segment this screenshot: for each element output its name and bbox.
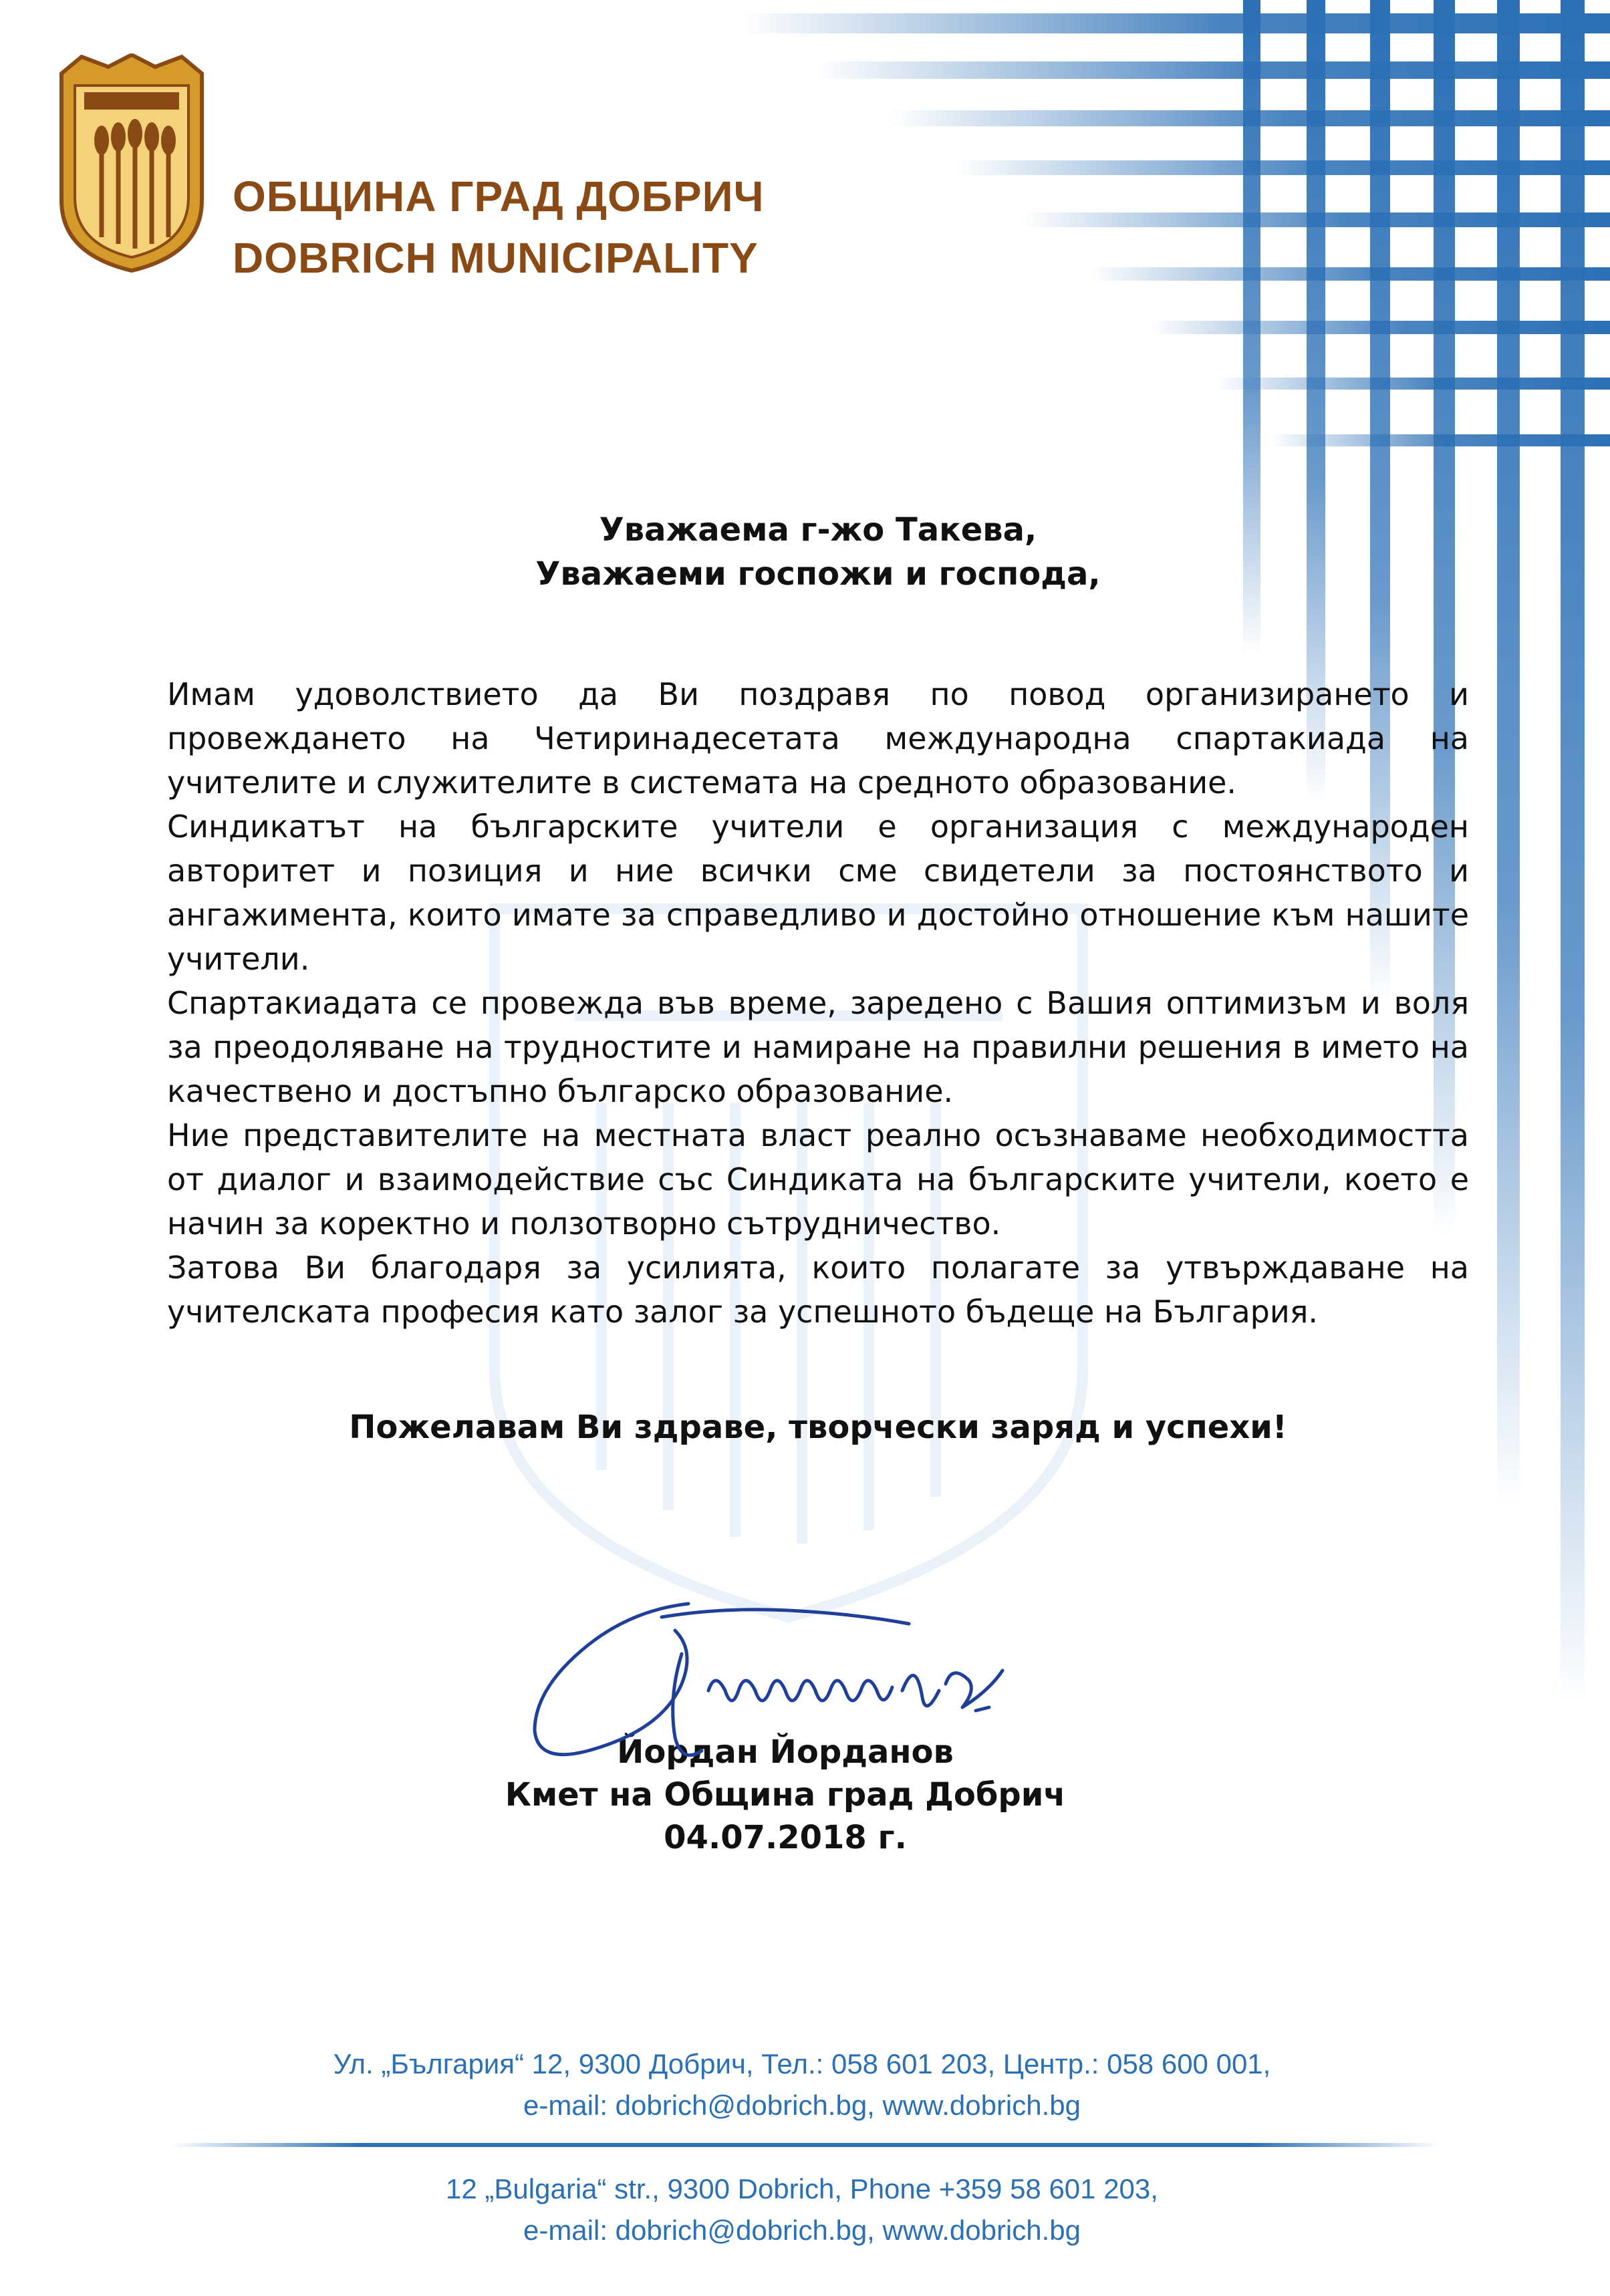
body-paragraph-3: Спартакиадата се провежда във време, заредено с Вашия оптимизъм и воля за преодоляване на трудностите и намиране на правилни решения в името на качествено и достъпно българско образование. [167,985,1469,1109]
body-paragraph-4: Ние представителите на местната власт реално осъзнаваме необходимостта от диалог и взаимодействие със Синдиката на българските учители, което е начин за коректно и ползотворно сътрудничество. [167,1117,1469,1242]
body-paragraph-5: Затова Ви благодаря за усилията, които полагате за утвърждаване на учителската професия като залог за успешното бъдеще на България. [167,1250,1469,1330]
body-paragraph-2: Синдикатът на българските учители е организация с международен авторитет и позиция и ние всички сме свидетели за постоянството и ангажимента, които имате за справедливо и достойно отношение към нашите учители. [167,809,1469,977]
letter-body [167,672,1469,1334]
salutation-line-2: Уважаеми госпожи и господа, [535,555,1101,593]
footer-email-bg: e-mail: dobrich@dobrich.bg, www.dobrich.bg [523,2090,1081,2121]
body-paragraph-1: Имам удоволствието да Ви поздравя по повод организирането и провеждането на Четиринадесетата международна спартакиада на учителите и служителите в системата на средното образование. [167,676,1469,801]
footer-contacts-bg [100,2043,1504,2126]
salutation-line-1: Уважаема г-жо Такева, [599,511,1037,549]
signatory-name: Йордан Йорданов [617,1733,954,1771]
organization-name-en: DOBRICH MUNICIPALITY [233,234,759,282]
handwritten-signature [508,1590,1076,1784]
footer-email-en: e-mail: dobrich@dobrich.bg, www.dobrich.bg [523,2214,1081,2246]
footer-address-bg: Ул. „България“ 12, 9300 Добрич, Тел.: 058 601 203, Центр.: 058 600 001, [333,2048,1271,2079]
footer-address-en: 12 „Bulgaria“ str., 9300 Dobrich, Phone +359 58 601 203, [446,2173,1158,2204]
signatory-title: Кмет на Община град Добрич [505,1776,1066,1814]
organization-name-bg: ОБЩИНА ГРАД ДОБРИЧ [233,172,765,221]
coat-of-arms-icon [55,53,209,273]
organization-name [233,166,765,289]
footer-contacts-en [100,2168,1504,2251]
footer-divider [170,2143,1440,2147]
letter-date: 04.07.2018 г. [664,1819,907,1856]
closing-wish: Пожелавам Ви здраве, творчески заряд и успехи! [349,1409,1287,1446]
salutation [167,508,1469,596]
